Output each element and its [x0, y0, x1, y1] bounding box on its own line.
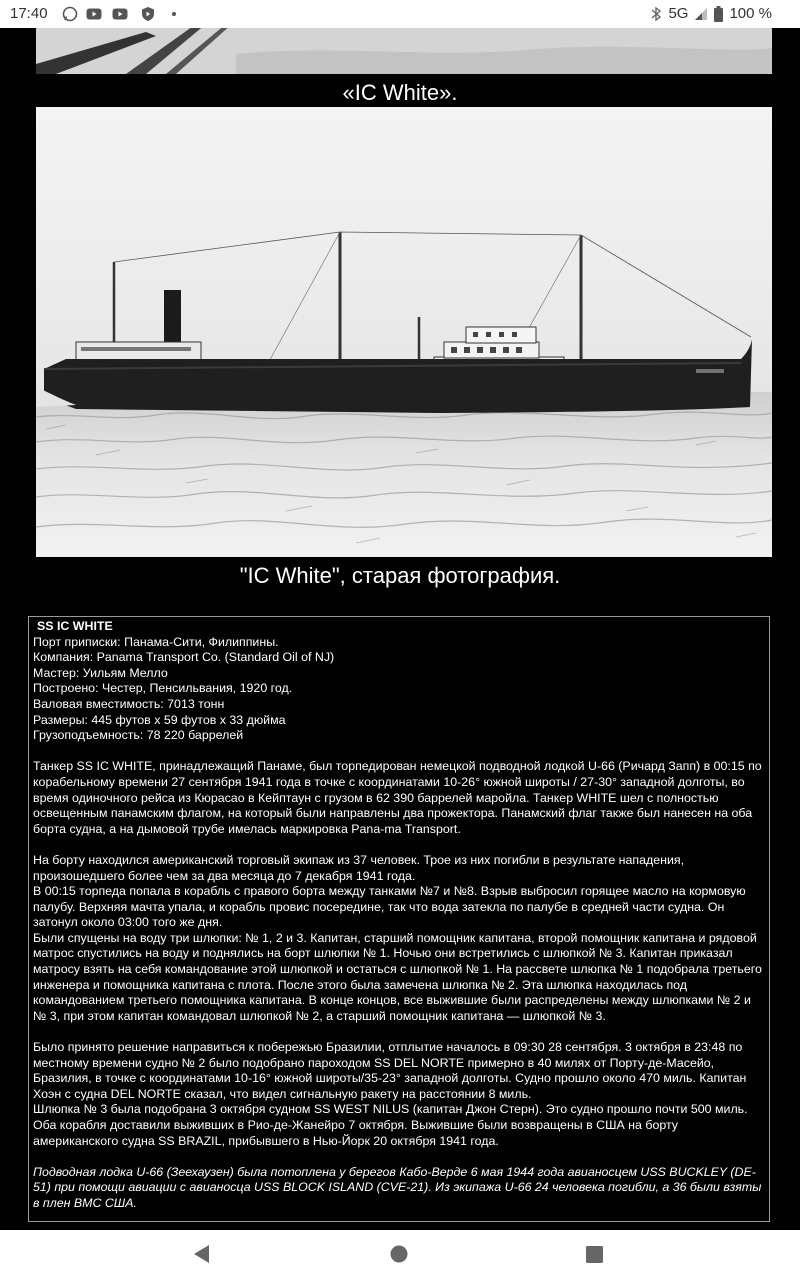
youtube-icon [112, 6, 128, 22]
paragraph-rescue-2: Шлюпка № 3 была подобрана 3 октября судном SS WEST NILUS (капитан Джон Стерн). Это судно прошло почти 500 миль. Оба корабля доставили выживших в Рио-де-Жанейро 7 октября. Выжившие были возвращены в США на борту американского судна SS BRAZIL, прибывшего в Нью-Йорк 20 октября 1941 года. [33, 1102, 748, 1148]
spec-built: Построено: Честер, Пенсильвания, 1920 год. [33, 681, 293, 696]
shield-icon [140, 6, 156, 22]
paragraph-crew: На борту находился американский торговый экипаж из 37 человек. Трое из них погибли в результате нападения, произошедшего более чем за два месяца до 7 декабря 1941 года. [33, 852, 685, 883]
home-icon[interactable] [390, 1245, 408, 1263]
paragraph-rescue-1: Было принято решение направиться к побережью Бразилии, отплытие началось в 09:30 28 сентября. 3 октября в 23:48 по местному времени судно № 2 было подобрано пароходом SS DEL NORTE примерно в 40 милях от Порту-де-Масейо, Бразилия, в точке с координатами 10-16° южной широты/35-23° западной долготы. Судно прошло около 470 миль. Капитан Хоэн с судна DEL NORTE сказал, что видел сигнальную ракету на расстоянии 8 миль. [33, 1040, 747, 1101]
battery-icon [714, 6, 723, 22]
caption-main: "IC White", старая фотография. [239, 563, 561, 588]
article-text-box [28, 616, 770, 1222]
spec-company: Компания: Panama Transport Co. (Standard Oil of NJ) [33, 650, 335, 665]
network-type: 5G [668, 5, 689, 22]
paragraph-torpedo: В 00:15 торпеда попала в корабль с правого борта между танками №7 и №8. Взрыв выбросил горящее масло на кормовую палубу. Верхняя мачта упала, и корабль провис посередине, так что вода затекла по палубе в средней части судна. Он затонул около 03:00 того же дня. [33, 884, 746, 930]
caption-top: «IC White». [342, 80, 458, 105]
whatsapp-icon [62, 6, 78, 22]
paragraph-lifeboats: Были спущены на воду три шлюпки: № 1, 2 и 3. Капитан, старший помощник капитана, второй помощник капитана и рядовой матрос спустились на воду и поднялись на борт шлюпки № 1. Ночью они встретились с шлюпкой № 3. Капитан приказал матросу взять на себя командование этой шлюпкой и остаться с шлюпкой № 1. На рассвете шлюпка № 1 подобрала третьего инженера и помощника капитана с плота. После этого была замечена шлюпка № 2. Эта шлюпка находилась под командованием третьего помощника капитана. В конце концов, все выжившие были распределены между шлюпками № 2 и № 3, при этом капитан командовал шлюпкой № 2, а старший помощник капитана — шлюпкой № 3. [33, 930, 762, 1023]
status-time: 17:40 [10, 5, 48, 22]
navigation-bar [0, 1230, 800, 1280]
paragraph-attack: Танкер SS IC WHITE, принадлежащий Панаме, был торпедирован немецкой подводной лодкой U-66 (Ричард Запп) в 00:15 по корабельному времени 27 сентября 1941 года в точке с координатами 10-26° южной широты / 27-30° западной долготы, во время одиночного рейса из Кюрасао в Кейптаун с грузом в 62 390 баррелей маройла. Танкер WHITE шел с полностью освещенным панамским флагом, на который были направлены два прожектора. Панамский флаг также был нанесен на оба борта судна, а на дымовой трубе имелась маркировка Pana-ma Transport. [33, 759, 762, 836]
status-bar [0, 0, 800, 28]
battery-percent: 100 % [729, 5, 772, 22]
dot-icon [168, 6, 184, 22]
recents-icon[interactable] [586, 1246, 603, 1263]
article-page[interactable] [0, 28, 800, 1230]
article-title: SS IC WHITE [37, 619, 113, 633]
spec-port: Порт приписки: Панама-Сити, Филиппины. [33, 634, 279, 649]
spec-dimensions: Размеры: 445 футов x 59 футов x 33 дюйма [33, 712, 286, 727]
spec-master: Мастер: Уильям Мелло [33, 665, 168, 680]
ship-photo-top [36, 28, 772, 74]
ship-photo-main [36, 107, 772, 557]
paragraph-uboat-fate: Подводная лодка U-66 (Зеехаузен) была потоплена у берегов Кабо-Верде 6 мая 1944 года авианосцем USS BUCKLEY (DE-51) при помощи авиации с авианосца USS BLOCK ISLAND (CVE-21). Из экипажа U-66 24 человека погибли, а 36 были взяты в плен ВМС США. [33, 1164, 762, 1210]
back-icon[interactable] [193, 1244, 211, 1264]
signal-icon [694, 7, 708, 21]
spec-capacity: Грузоподъемность: 78 220 баррелей [33, 728, 244, 743]
youtube-icon [86, 6, 102, 22]
spec-tonnage: Валовая вместимость: 7013 тонн [33, 696, 225, 711]
bluetooth-icon [650, 6, 662, 22]
